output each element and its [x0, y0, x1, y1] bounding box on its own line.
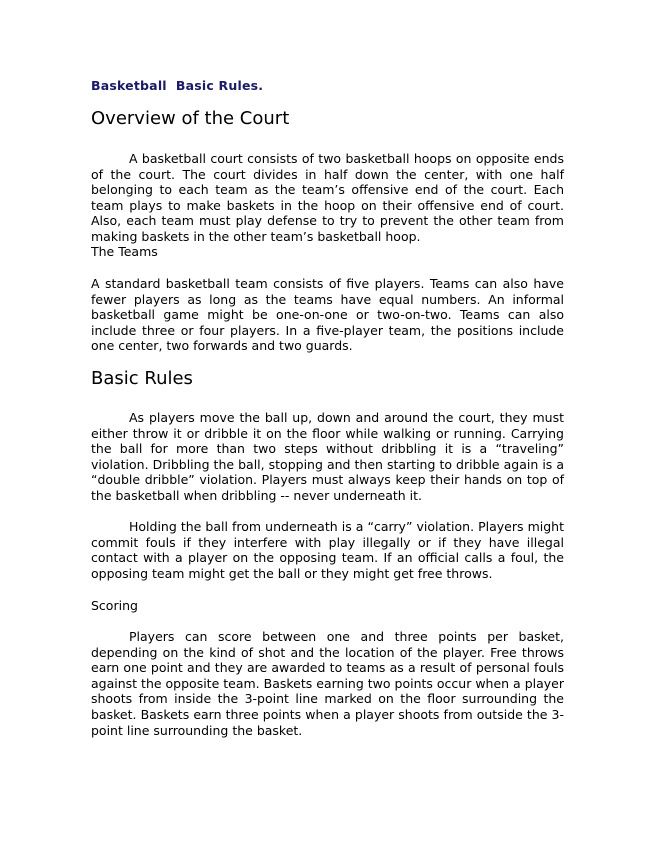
section-heading-overview: Overview of the Court: [91, 108, 290, 129]
section-heading-basic-rules: Basic Rules: [91, 368, 193, 389]
paragraph-teams: A standard basketball team consists of five players. Teams can also have fewer players as long as the teams have equal numbers. An informal basketball game might be one-on-one or two-on-two. Teams can also include three or four players. In a five-player team, the positions include one center, two forwards and two guards.: [91, 276, 564, 354]
subheading-scoring: Scoring: [91, 598, 138, 613]
subheading-teams: The Teams: [91, 244, 158, 259]
paragraph-overview: A basketball court consists of two basketball hoops on opposite ends of the court. The court divides in half down the center, with one half belonging to each team as the team’s offensive end of the court. Each team plays to make baskets in the hoop on their offensive end of court. Also, each team must play defense to try to prevent the other team from making baskets in the other team’s basketball hoop.: [91, 151, 564, 244]
paragraph-basic-rules-2: Holding the ball from underneath is a “carry” violation. Players might commit fouls if they interfere with play illegally or if they have illegal contact with a player on the opposing team. If an official calls a foul, the opposing team might get the ball or they might get free throws.: [91, 519, 564, 581]
document-title: Basketball Basic Rules.: [91, 78, 264, 93]
paragraph-scoring: Players can score between one and three points per basket, depending on the kind of shot and the location of the player. Free throws earn one point and they are awarded to teams as a result of personal fouls against the opposite team. Baskets earning two points occur when a player shoots from inside the 3-point line marked on the floor surrounding the basket. Baskets earn three points when a player shoots from outside the 3-point line surrounding the basket.: [91, 629, 564, 738]
paragraph-basic-rules-1: As players move the ball up, down and around the court, they must either throw it or dribble it on the floor while walking or running. Carrying the ball for more than two steps without dribbling it is a “traveling” violation. Dribbling the ball, stopping and then starting to dribble again is a “double dribble” violation. Players must always keep their hands on top of the basketball when dribbling -- never underneath it.: [91, 410, 564, 503]
